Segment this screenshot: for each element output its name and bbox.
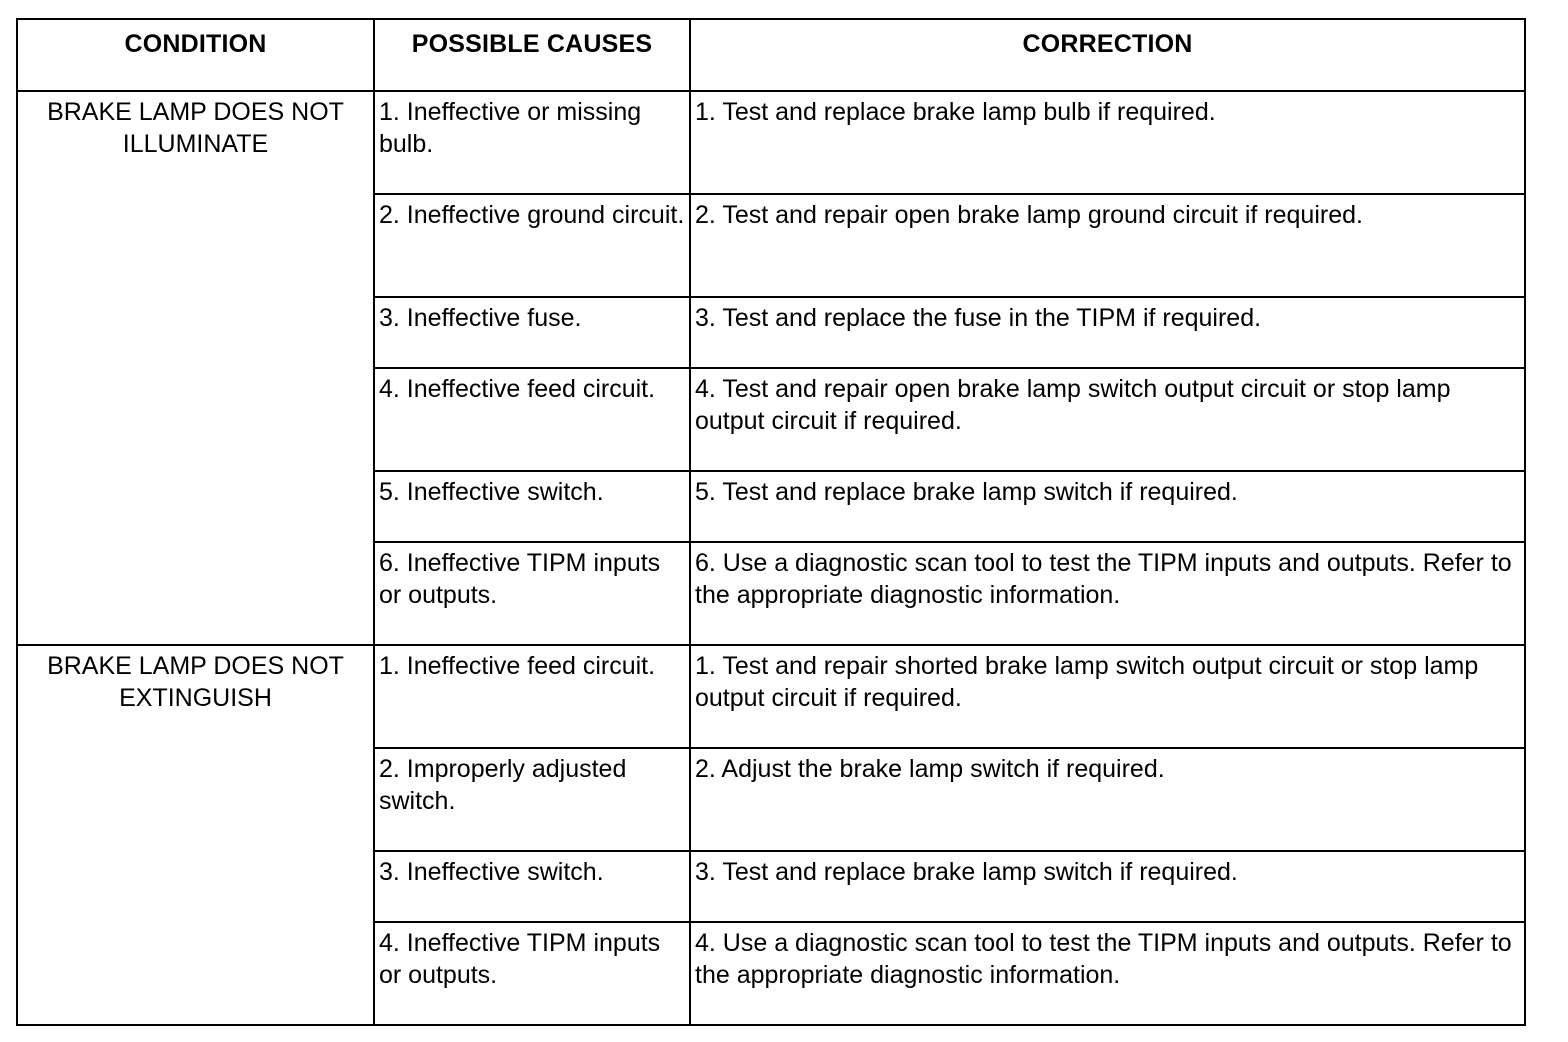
correction-cell: 6. Use a diagnostic scan tool to test the TIPM inputs and outputs. Refer to the appropriate diagnostic information.	[690, 542, 1525, 645]
header-possible-causes: POSSIBLE CAUSES	[374, 19, 690, 91]
cause-cell: 5. Ineffective switch.	[374, 471, 690, 542]
correction-cell: 3. Test and replace brake lamp switch if required.	[690, 851, 1525, 922]
correction-cell: 4. Use a diagnostic scan tool to test the TIPM inputs and outputs. Refer to the appropriate diagnostic information.	[690, 922, 1525, 1025]
cause-cell: 3. Ineffective switch.	[374, 851, 690, 922]
condition-cell: BRAKE LAMP DOES NOT EXTINGUISH	[17, 645, 374, 1025]
condition-cell: BRAKE LAMP DOES NOT ILLUMINATE	[17, 91, 374, 645]
correction-cell: 2. Adjust the brake lamp switch if required.	[690, 748, 1525, 851]
correction-cell: 1. Test and replace brake lamp bulb if required.	[690, 91, 1525, 194]
diagnosis-table	[16, 18, 1526, 1026]
header-row	[17, 19, 1525, 91]
cause-cell: 2. Improperly adjusted switch.	[374, 748, 690, 851]
header-correction: CORRECTION	[690, 19, 1525, 91]
correction-cell: 5. Test and replace brake lamp switch if required.	[690, 471, 1525, 542]
correction-cell: 1. Test and repair shorted brake lamp switch output circuit or stop lamp output circuit if required.	[690, 645, 1525, 748]
cause-cell: 2. Ineffective ground circuit.	[374, 194, 690, 297]
cause-cell: 1. Ineffective or missing bulb.	[374, 91, 690, 194]
cause-cell: 3. Ineffective fuse.	[374, 297, 690, 368]
cause-cell: 6. Ineffective TIPM inputs or outputs.	[374, 542, 690, 645]
table-row	[17, 91, 1525, 194]
header-condition: CONDITION	[17, 19, 374, 91]
correction-cell: 2. Test and repair open brake lamp ground circuit if required.	[690, 194, 1525, 297]
table-row	[17, 645, 1525, 748]
cause-cell: 1. Ineffective feed circuit.	[374, 645, 690, 748]
correction-cell: 4. Test and repair open brake lamp switch output circuit or stop lamp output circuit if required.	[690, 368, 1525, 471]
correction-cell: 3. Test and replace the fuse in the TIPM if required.	[690, 297, 1525, 368]
cause-cell: 4. Ineffective TIPM inputs or outputs.	[374, 922, 690, 1025]
cause-cell: 4. Ineffective feed circuit.	[374, 368, 690, 471]
